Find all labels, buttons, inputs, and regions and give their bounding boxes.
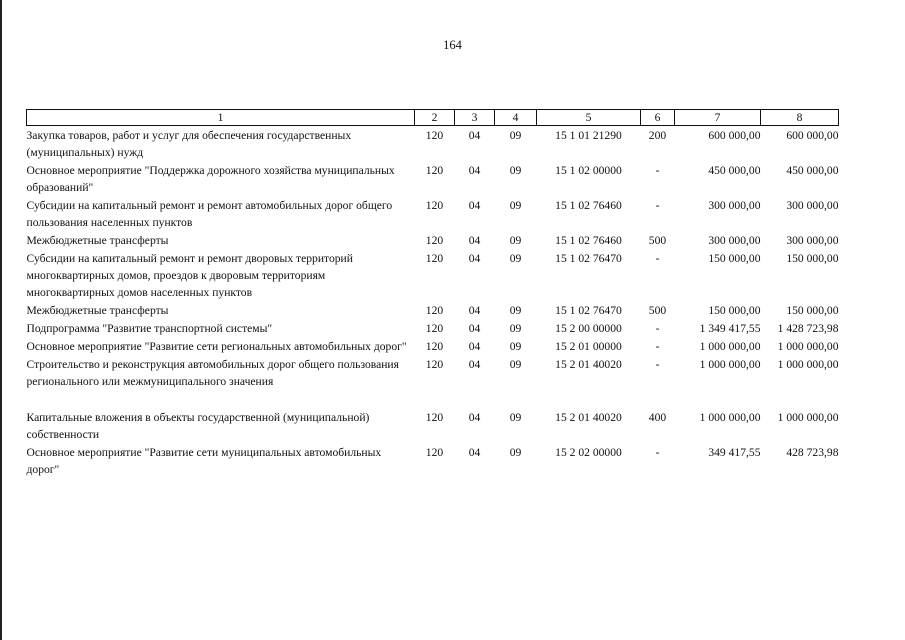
row-col-6: - [655,164,660,177]
row-col-3: 04 [468,164,481,177]
row-col-4: 09 [509,164,522,177]
row-col-4: 09 [509,199,522,212]
row-col-8: 300 000,00 [786,199,839,212]
row-col-2: 120 [425,304,444,317]
row-col-8: 600 000,00 [786,129,839,142]
row-name: Основное мероприятие "Развитие сети муниципальных автомобильных дорог" [26,446,382,476]
row-col-5: 15 2 01 40020 [555,358,622,371]
row-col-3: 04 [468,322,481,335]
row-col-5: 15 1 02 76470 [555,304,622,317]
row-col-4: 09 [509,340,522,353]
row-col-2: 120 [425,340,444,353]
row-name: Субсидии на капитальный ремонт и ремонт автомобильных дорог общего пользования населенных пунктов [26,199,393,229]
col-header-2: 2 [415,110,455,126]
row-col-5: 15 1 02 76460 [555,234,622,247]
row-col-3: 04 [468,252,481,265]
header-row [27,110,839,126]
row-col-4: 09 [509,411,522,424]
row-col-2: 120 [425,129,444,142]
row-col-7: 150 000,00 [708,304,761,317]
row-col-2: 120 [425,322,444,335]
row-col-8: 1 000 000,00 [777,411,839,424]
row-col-5: 15 1 02 00000 [555,164,622,177]
row-col-8: 1 000 000,00 [777,358,839,371]
row-col-3: 04 [468,304,481,317]
row-col-8: 1 000 000,00 [777,340,839,353]
row-col-4: 09 [509,446,522,459]
row-col-8: 150 000,00 [786,304,839,317]
row-col-2: 120 [425,199,444,212]
budget-table [26,109,839,478]
row-col-6: 500 [648,234,667,247]
row-col-3: 04 [468,358,481,371]
row-col-6: 200 [648,129,667,142]
col-header-8: 8 [761,110,839,126]
row-col-5: 15 1 01 21290 [555,129,622,142]
row-col-7: 450 000,00 [708,164,761,177]
row-col-7: 300 000,00 [708,199,761,212]
row-col-5: 15 2 00 00000 [555,322,622,335]
row-col-2: 120 [425,234,444,247]
table-row [27,161,839,196]
row-col-6: - [655,340,660,353]
row-col-3: 04 [468,129,481,142]
row-col-6: 500 [648,304,667,317]
row-name: Межбюджетные трансферты [26,304,169,317]
row-col-4: 09 [509,304,522,317]
row-col-2: 120 [425,164,444,177]
table-row [27,319,839,337]
table-row [27,249,839,301]
row-col-6: - [655,358,660,371]
col-header-1: 1 [27,110,415,126]
row-col-3: 04 [468,199,481,212]
table-row [27,301,839,319]
row-col-6: - [655,322,660,335]
row-col-2: 120 [425,358,444,371]
row-col-6: - [655,252,660,265]
row-col-3: 04 [468,411,481,424]
row-col-4: 09 [509,252,522,265]
row-col-5: 15 2 01 00000 [555,340,622,353]
row-col-8: 1 428 723,98 [777,322,839,335]
row-col-3: 04 [468,234,481,247]
row-col-5: 15 2 02 00000 [555,446,622,459]
table-row [27,355,839,390]
row-col-7: 150 000,00 [708,252,761,265]
col-header-7: 7 [675,110,761,126]
row-col-5: 15 2 01 40020 [555,411,622,424]
table-row [27,196,839,231]
row-col-2: 120 [425,252,444,265]
row-col-8: 300 000,00 [786,234,839,247]
col-header-6: 6 [641,110,675,126]
row-col-7: 1 000 000,00 [699,411,761,424]
row-col-8: 450 000,00 [786,164,839,177]
table-row [27,231,839,249]
row-col-7: 1 349 417,55 [699,322,761,335]
row-col-6: - [655,199,660,212]
row-col-6: 400 [648,411,667,424]
row-name: Закупка товаров, работ и услуг для обеспечения государственных (муниципальных) нужд [26,129,352,159]
row-col-4: 09 [509,234,522,247]
col-header-5: 5 [537,110,641,126]
col-header-3: 3 [455,110,495,126]
row-col-4: 09 [509,358,522,371]
row-col-3: 04 [468,340,481,353]
row-col-8: 428 723,98 [786,446,839,459]
row-col-6: - [655,446,660,459]
row-col-7: 1 000 000,00 [699,340,761,353]
row-col-5: 15 1 02 76460 [555,199,622,212]
row-name: Строительство и реконструкция автомобильных дорог общего пользования регионального или межмуниципального значения [26,358,399,388]
row-col-3: 04 [468,446,481,459]
row-col-7: 1 000 000,00 [699,358,761,371]
row-col-4: 09 [509,129,522,142]
page-number: 164 [443,38,462,52]
row-col-2: 120 [425,446,444,459]
row-name: Основное мероприятие "Поддержка дорожного хозяйства муниципальных образований" [26,164,395,194]
row-name: Подпрограмма "Развитие транспортной системы" [26,322,273,335]
row-col-2: 120 [425,411,444,424]
scan-edge-line [0,0,2,640]
row-col-7: 349 417,55 [708,446,761,459]
row-col-8: 150 000,00 [786,252,839,265]
row-name: Субсидии на капитальный ремонт и ремонт дворовых территорий многоквартирных домов, проездов к дворовым территориям многоквартирных домов населенных пунктов [26,252,353,299]
table-row [27,337,839,355]
row-col-7: 300 000,00 [708,234,761,247]
table-row [27,390,839,443]
col-header-4: 4 [495,110,537,126]
row-name: Основное мероприятие "Развитие сети региональных автомобильных дорог" [26,340,407,353]
row-name: Капитальные вложения в объекты государственной (муниципальной) собственности [26,411,370,441]
row-col-7: 600 000,00 [708,129,761,142]
table-row [27,443,839,478]
table-row [27,126,839,162]
row-name: Межбюджетные трансферты [26,234,169,247]
row-col-4: 09 [509,322,522,335]
row-col-5: 15 1 02 76470 [555,252,622,265]
